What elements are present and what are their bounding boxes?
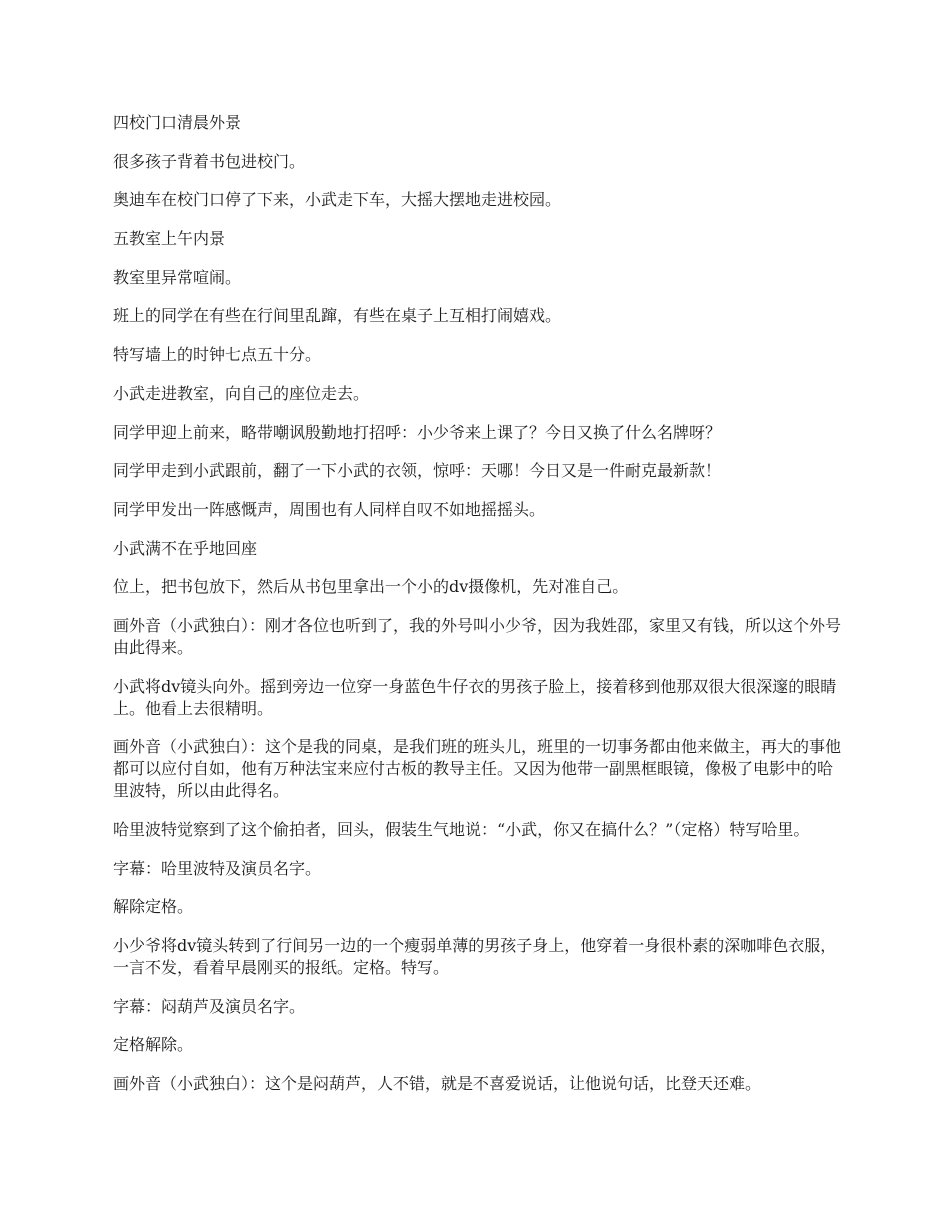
paragraph: 小武走进教室，向自己的座位走去。 (113, 383, 370, 403)
paragraph-caption: 字幕：闷葫芦及演员名字。 (113, 996, 306, 1016)
paragraph-scene-5-heading: 五教室上午内景 (113, 229, 226, 249)
script-body (113, 112, 841, 1112)
paragraph: 同学甲发出一阵感慨声，周围也有人同样自叹不如地摇摇头。 (113, 499, 546, 519)
paragraph: 哈里波特觉察到了这个偷拍者，回头，假装生气地说：“小武，你又在搞什么？”（定格）特写哈里。 (113, 820, 810, 839)
paragraph: 同学甲走到小武跟前，翻了一下小武的衣领，惊呼：天哪！今日又是一件耐克最新款！ (113, 461, 722, 481)
paragraph: 奥迪车在校门口停了下来，小武走下车，大摇大摆地走进校园。 (113, 190, 562, 210)
paragraph: 教室里异常喧闹。 (113, 267, 242, 287)
paragraph-caption: 字幕：哈里波特及演员名字。 (113, 858, 322, 878)
paragraph-scene-4-heading: 四校门口清晨外景 (113, 113, 242, 132)
paragraph: 小武满不在乎地回座 (113, 538, 258, 558)
paragraph: 解除定格。 (113, 897, 194, 917)
paragraph: 小武将dv镜头向外。摇到旁边一位穿一身蓝色牛仔衣的男孩子脸上，接着移到他那双很大很深邃的眼睛上。他看上去很精明。 (113, 676, 837, 718)
paragraph: 小少爷将dv镜头转到了行间另一边的一个瘦弱单薄的男孩子身上，他穿着一身很朴素的深咖啡色衣服，一言不发，看着早晨刚买的报纸。定格。特写。 (113, 936, 837, 978)
paragraph-voiceover: 画外音（小武独白）：刚才各位也听到了，我的外号叫小少爷，因为我姓邵，家里又有钱，所以这个外号由此得来。 (113, 615, 842, 657)
paragraph: 位上，把书包放下，然后从书包里拿出一个小的dv摄像机，先对准自己。 (113, 577, 629, 597)
paragraph-voiceover: 画外音（小武独白）：这个是闷葫芦，人不错，就是不喜爱说话，让他说句话，比登天还难。 (113, 1074, 762, 1094)
paragraph: 班上的同学在有些在行间里乱蹿，有些在桌子上互相打闹嬉戏。 (113, 306, 562, 326)
paragraph-voiceover: 画外音（小武独白）：这个是我的同桌，是我们班的班头儿，班里的一切事务都由他来做主，再大的事他都可以应付自如，他有万种法宝来应付古板的教导主任。又因为他带一副黑框眼镜，像极了电影中的哈里波特，所以由此得名。 (113, 737, 842, 801)
paragraph: 很多孩子背着书包进校门。 (113, 151, 306, 171)
paragraph: 定格解除。 (113, 1035, 194, 1055)
paragraph: 特写墙上的时钟七点五十分。 (113, 345, 322, 365)
paragraph: 同学甲迎上前来，略带嘲讽殷勤地打招呼：小少爷来上课了？今日又换了什么名牌呀？ (113, 422, 722, 442)
